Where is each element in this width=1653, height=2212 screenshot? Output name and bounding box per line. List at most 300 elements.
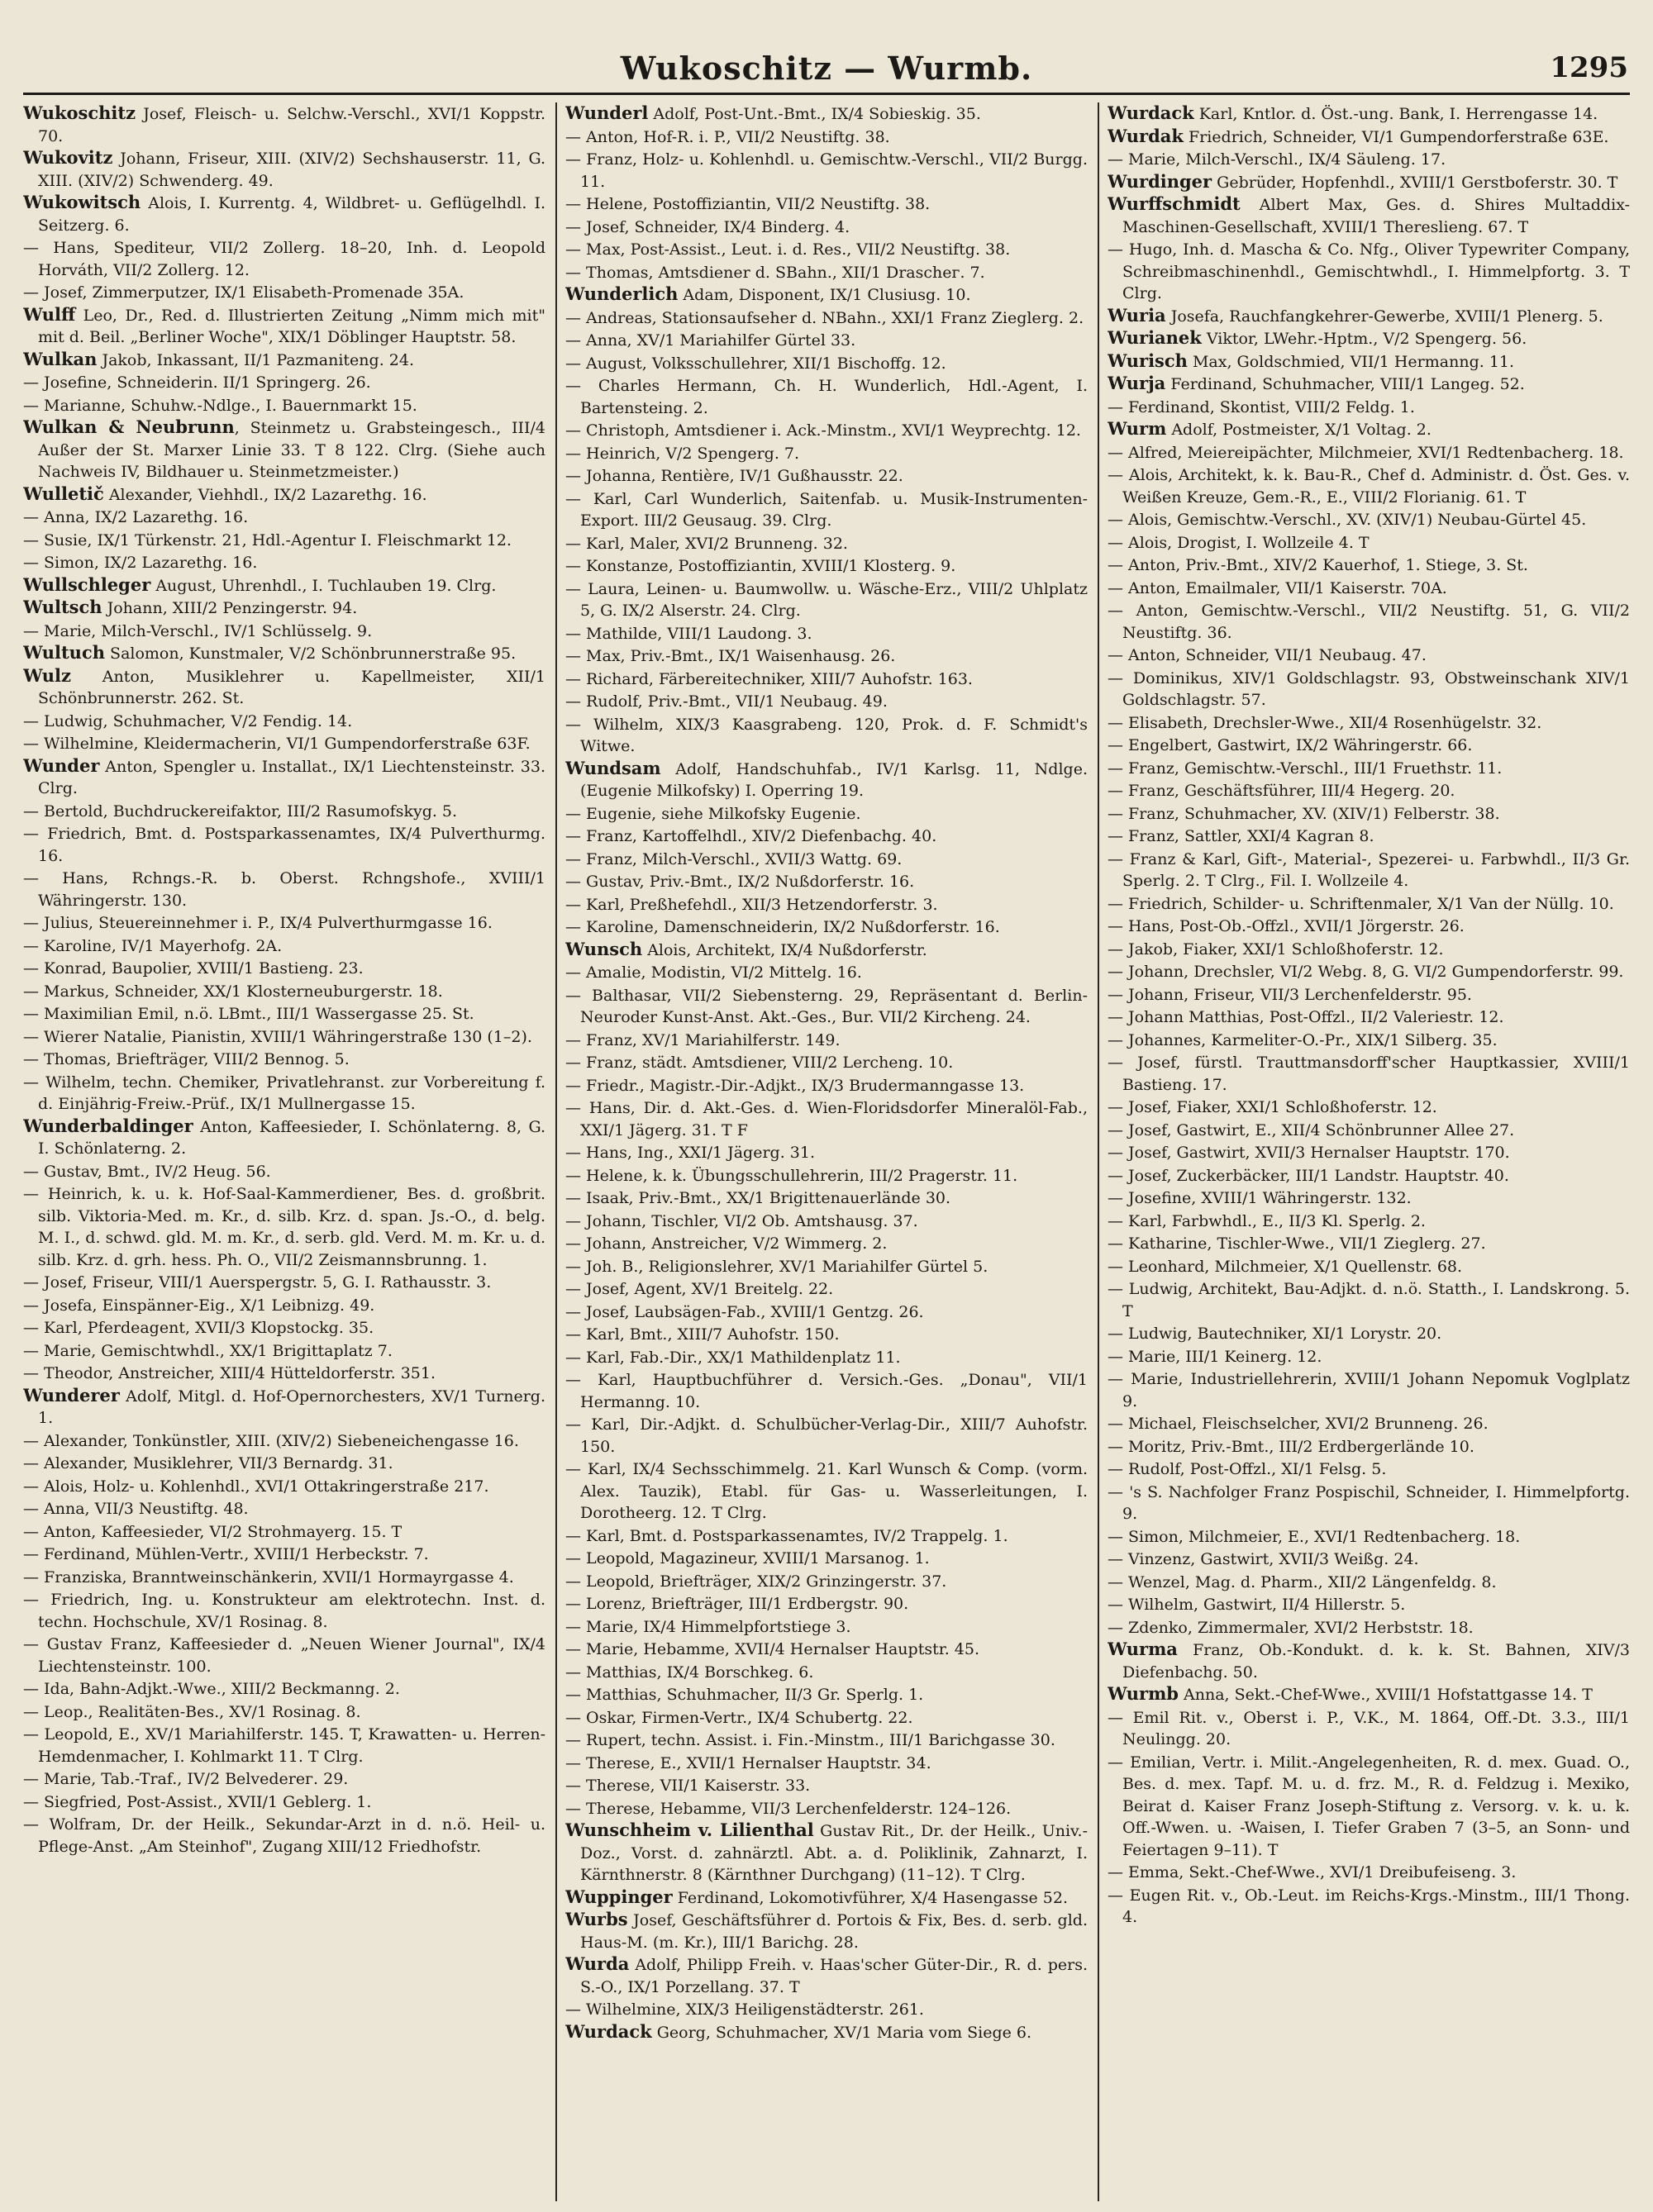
directory-entry <box>1108 148 1630 171</box>
entry-details: Adolf, Mitgl. d. Hof-Opernorchesters, XV/1 Turnerg. 1. <box>38 1387 545 1427</box>
entry-details: — Ferdinand, Mühlen-Vertr., XVIII/1 Herbeckstr. 7. <box>23 1545 429 1563</box>
entry-details: Albert Max, Ges. d. Shires Multaddix-Maschinen-Gesellschaft, XVIII/1 Thereslieng. 67. T <box>1122 196 1630 236</box>
directory-entry <box>565 148 1088 193</box>
entry-details: — Johanna, Rentière, IV/1 Gußhausstr. 22. <box>565 467 903 485</box>
directory-entry <box>1108 667 1630 711</box>
entry-details: — Simon, IX/2 Lazarethg. 16. <box>23 554 258 572</box>
directory-entry <box>565 1346 1088 1369</box>
entry-details: — Karl, Preßhefehdl., XII/3 Hetzendorferstr. 3. <box>565 895 938 914</box>
entry-details: Adolf, Post-Unt.-Bmt., IX/4 Sobieskig. 35. <box>648 105 981 123</box>
directory-entry <box>565 1797 1088 1820</box>
directory-entry <box>1108 599 1630 644</box>
entry-details: — Franz, Schuhmacher, XV. (XIV/1) Felberstr. 38. <box>1108 804 1500 823</box>
directory-entry <box>1108 892 1630 916</box>
entry-details: — Moritz, Priv.-Bmt., III/2 Erdbergerlände 10. <box>1108 1437 1474 1456</box>
entry-details: — Ludwig, Schuhmacher, V/2 Fendig. 14. <box>23 711 353 730</box>
entry-details: — Elisabeth, Drechsler-Wwe., XII/4 Rosenhügelstr. 32. <box>1108 713 1542 732</box>
directory-entry <box>1108 1639 1630 1683</box>
entry-details: Anton, Musiklehrer u. Kapellmeister, XII/1 Schönbrunnerstr. 262. St. <box>38 667 545 707</box>
directory-entry <box>565 488 1088 532</box>
entry-details: Adam, Disponent, IX/1 Clusiusg. 10. <box>678 286 971 304</box>
directory-entry <box>565 848 1088 871</box>
directory-entry <box>1108 1458 1630 1481</box>
directory-entry <box>565 870 1088 893</box>
directory-entry <box>1108 1412 1630 1435</box>
entry-details: Leo, Dr., Red. d. Illustrierten Zeitung „Nimm mich mit" mit d. Beil. „Berliner Woche", XIX/1 Döblinger Hauptstr. 58. <box>38 306 545 346</box>
entry-details: — Karl, Pferdeagent, XVII/3 Klopstockg. 35. <box>23 1319 374 1337</box>
entry-details: — Wilhelmine, XIX/3 Heiligenstädterstr. 261. <box>565 2000 924 2019</box>
entry-details: — Wilhelm, Gastwirt, II/4 Hillerstr. 5. <box>1108 1596 1406 1614</box>
entry-details: — Hans, Ing., XXI/1 Jägerg. 31. <box>565 1144 816 1162</box>
entry-details: — Josef, Fiaker, XXI/1 Schloßhoferstr. 12. <box>1108 1098 1437 1116</box>
directory-entry <box>23 665 545 710</box>
entry-details: — Marie, Industriellehrerin, XVIII/1 Johann Nepomuk Voglplatz 9. <box>1108 1370 1630 1410</box>
entry-details: — Laura, Leinen- u. Baumwollw. u. Wäsche-Erz., VIII/2 Uhlplatz 5, G. IX/2 Alserstr. 24. Clrg. <box>565 579 1088 620</box>
entry-details: — Franz, XV/1 Mariahilferstr. 149. <box>565 1030 841 1049</box>
entry-surname: Wulkan <box>23 348 98 369</box>
column-3 <box>1108 102 1630 2201</box>
entry-details: — Karl, Dir.-Adjkt. d. Schulbücher-Verlag-Dir., XIII/7 Auhofstr. 150. <box>565 1415 1088 1456</box>
entry-details: — Dominikus, XIV/1 Goldschlagstr. 93, Obstweinschank XIV/1 Goldschlagstr. 57. <box>1108 668 1630 709</box>
directory-entry <box>1108 825 1630 848</box>
directory-entry <box>23 371 545 394</box>
directory-entry <box>1108 915 1630 938</box>
entry-details: Jakob, Inkassant, II/1 Pazmaniteng. 24. <box>97 350 414 369</box>
entry-details: — Marianne, Schuhw.-Ndlge., I. Bauernmarkt 15. <box>23 396 417 415</box>
directory-entry <box>565 578 1088 622</box>
entry-details: — Franziska, Branntweinschänkerin, XVII/1 Hormayrgasse 4. <box>23 1567 514 1586</box>
directory-entry <box>565 893 1088 916</box>
entry-details: — Michael, Fleischselcher, XVI/2 Brunneng. 26. <box>1108 1415 1489 1433</box>
directory-entry <box>1108 350 1630 373</box>
directory-entry <box>1108 464 1630 508</box>
entry-surname: Wurmb <box>1108 1683 1179 1704</box>
entry-details: — Leonhard, Milchmeier, X/1 Quellenstr. 68. <box>1108 1257 1463 1276</box>
entry-details: Gebrüder, Hopfenhdl., XVIII/1 Gerstboferstr. 30. T <box>1212 173 1618 192</box>
directory-entry <box>565 261 1088 284</box>
directory-entry <box>23 1294 545 1317</box>
entry-details: — Wilhelm, XIX/3 Kaasgrabeng. 120, Prok. d. F. Schmidt's Witwe. <box>565 715 1088 755</box>
directory-entry <box>23 394 545 417</box>
directory-entry <box>565 758 1088 802</box>
entry-details: — Oskar, Firmen-Vertr., IX/4 Schubertg. 22. <box>565 1708 913 1727</box>
entry-details: — Jakob, Fiaker, XXI/1 Schloßhoferstr. 12. <box>1108 940 1444 959</box>
directory-entry <box>23 867 545 911</box>
entry-details: — Franz, Sattler, XXI/4 Kagran 8. <box>1108 827 1374 845</box>
directory-entry <box>23 1723 545 1767</box>
entry-details: — Friedrich, Bmt. d. Postsparkassenamtes, IX/4 Pulverthurmg. 16. <box>23 825 545 865</box>
directory-entry <box>565 939 1088 962</box>
directory-entry <box>565 1909 1088 1953</box>
directory-entry <box>565 1301 1088 1324</box>
entry-surname: Wurbs <box>565 1909 628 1929</box>
directory-entry <box>23 980 545 1003</box>
directory-entry <box>1108 1119 1630 1142</box>
directory-entry <box>565 645 1088 668</box>
directory-entry <box>23 1452 545 1475</box>
entry-surname: Wunderbaldinger <box>23 1115 193 1136</box>
entry-details: Salomon, Kunstmaler, V/2 Schönbrunnerstraße 95. <box>105 645 517 663</box>
directory-entry <box>1108 1164 1630 1187</box>
entry-details: Johann, XIII/2 Penzingerstr. 94. <box>102 599 358 617</box>
entry-details: — Alois, Drogist, I. Wollzeile 4. T <box>1108 533 1370 552</box>
directory-entry <box>1108 126 1630 149</box>
entry-details: — Anton, Priv.-Bmt., XIV/2 Kauerhof, 1. Stiege, 3. St. <box>1108 556 1528 574</box>
entry-details: Georg, Schuhmacher, XV/1 Maria vom Siege 6. <box>651 2023 1032 2042</box>
directory-entry <box>1108 238 1630 305</box>
directory-entry <box>23 1497 545 1520</box>
entry-details: — Johannes, Karmeliter-O.-Pr., XIX/1 Silberg. 35. <box>1108 1030 1498 1049</box>
entry-details: — Franz, Geschäftsführer, III/4 Hegerg. 20. <box>1108 782 1455 800</box>
entry-details: — Heinrich, V/2 Spengerg. 7. <box>565 444 800 463</box>
entry-details: — Konrad, Baupolier, XVIII/1 Bastieng. 23. <box>23 959 364 978</box>
entry-details: — Karoline, Damenschneiderin, IX/2 Nußdorferstr. 16. <box>565 918 1000 936</box>
directory-entry <box>23 1813 545 1858</box>
directory-entry <box>23 1520 545 1544</box>
directory-entry <box>565 1413 1088 1458</box>
directory-entry <box>565 825 1088 848</box>
entry-details: — Mathilde, VIII/1 Laudong. 3. <box>565 624 812 643</box>
entry-details: — Konstanze, Postoffiziantin, XVIII/1 Klosterg. 9. <box>565 557 956 575</box>
directory-entry <box>565 442 1088 465</box>
entry-details: — Max, Priv.-Bmt., IX/1 Waisenhausg. 26. <box>565 647 896 665</box>
entry-details: — Leop., Realitäten-Bes., XV/1 Rosinag. 8. <box>23 1702 361 1721</box>
directory-entry <box>565 216 1088 239</box>
entry-surname: Wurm <box>1108 418 1167 439</box>
entry-details: — Therese, E., XVII/1 Hernalser Hauptstr. 34. <box>565 1753 931 1772</box>
directory-entry <box>565 1368 1088 1413</box>
directory-entry <box>1108 1232 1630 1255</box>
entry-details: — Rupert, techn. Assist. i. Fin.-Minstm., III/1 Barichgasse 30. <box>565 1731 1055 1749</box>
entry-details: — Hans, Dir. d. Akt.-Ges. d. Wien-Floridsdorfer Mineralöl-Fab., XXI/1 Jägerg. 31. T F <box>565 1099 1088 1139</box>
entry-details: Gustav Rit., Dr. der Heilk., Univ.-Doz., Vorst. d. zahnärztl. Abt. a. d. Poliklinik, Zahnarzt, I. Kärnthnerstr. 8 (Kärnthner Durchgang) (11–12). T Clrg. <box>580 1822 1088 1884</box>
entry-details: — Karl, Carl Wunderlich, Saitenfab. u. Musik-Instrumenten-Export. III/2 Geusaug. 39. Clrg. <box>565 489 1088 530</box>
directory-entry <box>23 800 545 823</box>
entry-details: — Gustav, Bmt., IV/2 Heug. 56. <box>23 1162 271 1181</box>
entry-details: Adolf, Handschuhfab., IV/1 Karlsg. 11, Ndlge. (Eugenie Milkofsky) I. Operring 19. <box>580 759 1088 800</box>
directory-entry <box>1108 1029 1630 1052</box>
directory-entry <box>565 1547 1088 1570</box>
directory-entry <box>23 710 545 733</box>
directory-entry <box>23 957 545 980</box>
directory-entry <box>1108 577 1630 600</box>
directory-entry <box>23 1025 545 1049</box>
entry-details: — Karl, Bmt. d. Postsparkassenamtes, IV/2 Trappelg. 1. <box>565 1526 1008 1545</box>
entry-details: — Christoph, Amtsdiener i. Ack.-Minstm., XVI/1 Weyprechtg. 12. <box>565 421 1081 440</box>
directory-entry <box>23 1543 545 1566</box>
directory-entry <box>23 574 545 597</box>
directory-entry <box>1108 1525 1630 1548</box>
directory-entry <box>565 1661 1088 1684</box>
entry-details: — Karl, Bmt., XIII/7 Auhofstr. 150. <box>565 1325 840 1344</box>
entry-details: — Amalie, Modistin, VI/2 Mittelg. 16. <box>565 963 862 982</box>
entry-details: — Leopold, E., XV/1 Mariahilferstr. 145. T, Krawatten- u. Herren-Hemdenmacher, I. Kohlmarkt 11. T Clrg. <box>23 1725 545 1766</box>
entry-surname: Wurma <box>1108 1639 1178 1659</box>
directory-entry <box>565 329 1088 352</box>
directory-entry <box>1108 554 1630 577</box>
column-1 <box>23 102 545 2201</box>
directory-entry <box>23 1588 545 1633</box>
entry-surname: Wulz <box>23 664 71 686</box>
header-rule <box>23 93 1630 95</box>
directory-entry <box>1108 1548 1630 1571</box>
directory-entry <box>23 281 545 304</box>
directory-entry <box>23 483 545 507</box>
entry-details: — Josef, Gastwirt, E., XII/4 Schönbrunner Allee 27. <box>1108 1120 1515 1139</box>
entry-details: — Gustav, Priv.-Bmt., IX/2 Nußdorferstr. 16. <box>565 873 915 891</box>
directory-entry <box>565 1096 1088 1141</box>
entry-details: — Thomas, Briefträger, VIII/2 Bennog. 5. <box>23 1050 350 1068</box>
entry-details: — Joh. B., Religionslehrer, XV/1 Mariahilfer Gürtel 5. <box>565 1257 988 1276</box>
entry-details: — Alois, Gemischtw.-Verschl., XV. (XIV/1) Neubau-Gürtel 45. <box>1108 511 1587 529</box>
entry-details: — Emil Rit. v., Oberst i. P., V.K., M. 1864, Off.-Dt. 3.3., III/1 Neulingg. 20. <box>1108 1708 1630 1748</box>
entry-details: — Marie, Tab.-Traf., IV/2 Belvederег. 29. <box>23 1770 349 1788</box>
entry-details: — Anton, Gemischtw.-Verschl., VII/2 Neustiftg. 51, G. VII/2 Neustiftg. 36. <box>1108 602 1630 642</box>
entry-details: — Leopold, Briefträger, XIX/2 Grinzingerstr. 37. <box>565 1572 947 1591</box>
entry-details: — Karoline, IV/1 Mayerhofg. 2A. <box>23 936 283 955</box>
entry-details: — Therese, Hebamme, VII/3 Lerchenfelderstr. 124–126. <box>565 1799 1012 1818</box>
directory-entry <box>565 1187 1088 1210</box>
column-2 <box>565 102 1088 2201</box>
directory-entry <box>565 1638 1088 1661</box>
entry-details: — Karl, IX/4 Sechsschimmelg. 21. Karl Wunsch & Comp. (vorm. Alex. Tauzik), Etabl. für Gas- u. Wasserleitungen, I. Dorotheerg. 12. T Clrg. <box>565 1460 1088 1522</box>
entry-surname: Wurisch <box>1108 350 1188 371</box>
directory-entry <box>23 1791 545 1814</box>
directory-entry <box>565 1210 1088 1233</box>
directory-entry <box>565 1592 1088 1615</box>
entry-details: — Johann, Anstreicher, V/2 Wimmerg. 2. <box>565 1234 888 1253</box>
entry-details: — Gustav Franz, Kaffeesieder d. „Neuen Wiener Journal", IX/4 Liechtensteinstr. 100. <box>23 1635 545 1676</box>
entry-details: — Ludwig, Bautechniker, XI/1 Lorystr. 20. <box>1108 1325 1442 1343</box>
entry-surname: Wunschheim v. Lilienthal <box>565 1820 814 1840</box>
entry-details: — Heinrich, k. u. k. Hof-Saal-Kammerdiener, Bes. d. großbrit. silb. Viktoria-Med. m. Kr., d. silb. Krz. d. span. Js.-O., d. belg. M. I., d. schwd. gld. M. m. Kr., d. serb. gld. Verd. M. m. Kr. u. d. silb. Krz. d. grh. hess. Ph. O., VII/2 Zeismannsbrunng. 1. <box>23 1185 545 1269</box>
directory-entry <box>23 102 545 147</box>
directory-entry <box>1108 1861 1630 1884</box>
column-divider <box>555 102 557 2201</box>
directory-entry <box>565 961 1088 984</box>
entry-details: Karl, Kntlor. d. Öst.-ung. Bank, I. Herrengasse 14. <box>1193 105 1598 123</box>
directory-entry <box>23 304 545 349</box>
directory-entry <box>1108 1096 1630 1119</box>
directory-entry <box>23 1160 545 1183</box>
entry-details: — Karl, Hauptbuchführer d. Versich.-Ges. „Donau", VII/1 Hermanng. 10. <box>565 1371 1088 1411</box>
entry-surname: Wurdinger <box>1108 170 1212 192</box>
entry-details: — Josef, Zuckerbäcker, III/1 Landstr. Hauptstr. 40. <box>1108 1166 1509 1185</box>
directory-entry <box>565 916 1088 939</box>
entry-surname: Wukoschitz <box>23 102 136 123</box>
directory-entry <box>1108 102 1630 126</box>
entry-details: — Anton, Kaffeesieder, VI/2 Strohmayerg. 15. T <box>23 1522 403 1541</box>
directory-entry <box>1108 1322 1630 1345</box>
directory-entry <box>1108 644 1630 667</box>
entry-surname: Wunsch <box>565 938 643 959</box>
entry-details: — Ferdinand, Skontist, VIII/2 Feldg. 1. <box>1108 397 1415 416</box>
entry-surname: Wultsch <box>23 597 102 617</box>
directory-entry <box>565 238 1088 261</box>
directory-entry <box>23 192 545 236</box>
directory-entry <box>565 554 1088 578</box>
entry-surname: Wuppinger <box>565 1886 673 1907</box>
entry-surname: Wunderlich <box>565 283 679 304</box>
entry-details: August, Uhrenhdl., I. Tuchlauben 19. Clrg. <box>150 576 497 595</box>
entry-details: — Bertold, Buchdruckereifaktor, III/2 Rasumofskyg. 5. <box>23 802 458 821</box>
entry-details: — Johann, Friseur, VII/3 Lerchenfelderstr. 95. <box>1108 985 1472 1004</box>
entry-details: Ferdinand, Schuhmacher, VIII/1 Langeg. 52. <box>1165 375 1525 393</box>
entry-details: — Markus, Schneider, XX/1 Klosterneuburgerstr. 18. <box>23 982 443 1001</box>
entry-details: — Simon, Milchmeier, E., XVI/1 Redtenbacherg. 18. <box>1108 1527 1521 1546</box>
entry-details: — Hugo, Inh. d. Mascha & Co. Nfg., Oliver Typewriter Company, Schreibmaschinenhdl., Gemischtwhdl., I. Himmelpfortg. 3. T Clrg. <box>1108 240 1630 302</box>
column-divider <box>1098 102 1099 2201</box>
entry-details: — Engelbert, Gastwirt, IX/2 Währingerstr. 66. <box>1108 736 1473 754</box>
directory-entry <box>565 1458 1088 1525</box>
entry-details: — Marie, Milch-Verschl., IV/1 Schlüsselg. 9. <box>23 621 373 640</box>
entry-surname: Wurianek <box>1108 327 1202 348</box>
directory-entry <box>23 1677 545 1701</box>
directory-entry <box>565 1729 1088 1752</box>
directory-entry <box>565 1074 1088 1097</box>
directory-entry <box>1108 441 1630 464</box>
directory-entry <box>1108 960 1630 983</box>
directory-entry <box>1108 1683 1630 1706</box>
directory-entry <box>1108 1277 1630 1322</box>
directory-entry <box>1108 757 1630 780</box>
entry-details: — Josefine, Schneiderin. II/1 Springerg. 26. <box>23 373 371 392</box>
entry-details: — Wilhelmine, Kleidermacherin, VI/1 Gumpendorferstraße 63F. <box>23 735 531 753</box>
entry-details: — Josef, Schneider, IX/4 Binderg. 4. <box>565 217 850 236</box>
directory-entry <box>23 349 545 372</box>
directory-entry <box>1108 1345 1630 1368</box>
entry-details: — Lorenz, Briefträger, III/1 Erdbergstr. 90. <box>565 1595 909 1613</box>
entry-details: — Friedrich, Schilder- u. Schriftenmaler, X/1 Van der Nüllg. 10. <box>1108 894 1614 913</box>
directory-entry <box>565 419 1088 442</box>
entry-details: — Josef, Laubsägen-Fab., XVIII/1 Gentzg. 26. <box>565 1302 924 1321</box>
directory-entry <box>565 2021 1088 2044</box>
entry-surname: Wulletič <box>23 483 104 504</box>
entry-details: — Alfred, Meiereipächter, Milchmeier, XVI/1 Redtenbacherg. 18. <box>1108 443 1624 462</box>
directory-entry <box>565 1886 1088 1910</box>
entry-surname: Wukowitsch <box>23 192 141 212</box>
directory-entry <box>1108 1255 1630 1278</box>
directory-entry <box>1108 1593 1630 1616</box>
entry-details: — Josef, Gastwirt, XVII/3 Hernalser Hauptstr. 170. <box>1108 1144 1510 1162</box>
entry-details: — Josefa, Einspänner-Eig., X/1 Leibnizg. 49. <box>23 1296 375 1315</box>
directory-entry <box>1108 1435 1630 1458</box>
directory-entry <box>565 1141 1088 1164</box>
directory-entry <box>565 193 1088 216</box>
directory-entry <box>565 1277 1088 1301</box>
entry-details: — Helene, k. k. Übungsschullehrerin, III/2 Pragerstr. 11. <box>565 1166 1018 1185</box>
entry-details: Friedrich, Schneider, VI/1 Gumpendorferstraße 63E. <box>1183 127 1609 146</box>
directory-entry <box>23 1182 545 1271</box>
entry-surname: Wurdack <box>565 2020 652 2042</box>
entry-surname: Wullschleger <box>23 573 151 595</box>
entry-details: — Katharine, Tischler-Wwe., VII/1 Zieglerg. 27. <box>1108 1234 1486 1253</box>
entry-details: — August, Volksschullehrer, XII/1 Bischoffg. 12. <box>565 354 946 373</box>
directory-entry <box>565 1820 1088 1886</box>
entry-details: — Karl, Maler, XVI/2 Brunneng. 32. <box>565 534 848 553</box>
entry-details: — Anton, Emailmaler, VII/1 Kaiserstr. 70A. <box>1108 578 1447 597</box>
entry-details: Josef, Fleisch- u. Selchw.-Verschl., XVI/1 Koppstr. 70. <box>38 105 545 145</box>
entry-details: — Rudolf, Post-Offzl., XI/1 Felsg. 5. <box>1108 1460 1387 1478</box>
directory-entry <box>23 1475 545 1498</box>
directory-entry <box>565 1164 1088 1187</box>
directory-entry <box>23 1339 545 1363</box>
running-title: Wukoschitz — Wurmb. <box>620 50 1033 87</box>
entry-details: — Matthias, Schuhmacher, II/3 Gr. Sperlg. 1. <box>565 1686 924 1704</box>
directory-entry <box>1108 1368 1630 1412</box>
directory-entry <box>1108 396 1630 419</box>
directory-entry <box>1108 1051 1630 1096</box>
directory-entry <box>1108 1210 1630 1233</box>
directory-entry <box>23 935 545 958</box>
entry-details: — Marie, Gemischtwhdl., XX/1 Brigittaplatz 7. <box>23 1341 393 1360</box>
directory-entry <box>1108 779 1630 802</box>
entry-surname: Wuria <box>1108 304 1166 326</box>
entry-details: Adolf, Postmeister, X/1 Voltag. 2. <box>1166 421 1431 439</box>
entry-details: Viktor, LWehr.-Hptm., V/2 Spengerg. 56. <box>1201 330 1527 348</box>
directory-entry <box>1108 983 1630 1006</box>
entry-details: — Franz, städt. Amtsdiener, VIII/2 Lercheng. 10. <box>565 1054 954 1072</box>
directory-entry <box>1108 418 1630 441</box>
entry-details: — Marie, III/1 Keinerg. 12. <box>1108 1347 1322 1366</box>
directory-entry <box>23 822 545 867</box>
directory-entry <box>565 713 1088 758</box>
entry-details: — Zdenko, Zimmermaler, XVI/2 Herbststr. 18. <box>1108 1618 1474 1637</box>
entry-details: Johann, Friseur, XIII. (XIV/2) Sechshauserstr. 11, G. XIII. (XIV/2) Schwenderg. 49. <box>38 150 545 190</box>
directory-entry <box>565 1051 1088 1074</box>
directory-entry <box>565 126 1088 149</box>
directory-entry <box>1108 508 1630 531</box>
page-number: 1295 <box>1550 51 1628 84</box>
entry-details: Anton, Kaffeesieder, I. Schönlaterng. 8, G. I. Schönlaterng. 2. <box>38 1117 545 1158</box>
directory-entry <box>23 1048 545 1071</box>
entry-details: — Thomas, Amtsdiener d. SBahn., XII/1 Draschег. 7. <box>565 263 985 282</box>
directory-entry <box>565 374 1088 419</box>
entry-details: — Andreas, Stationsaufseher d. NBahn., XXI/1 Franz Zieglerg. 2. <box>565 308 1084 327</box>
entry-details: , Steinmetz u. Grabsteingesch., III/4 Außer der St. Marxer Linie 33. T 8 122. Clrg. (Siehe auch Nachweis IV, Bildhauer u. Steinmetzmeister.) <box>38 419 545 481</box>
entry-details: — Max, Post-Assist., Leut. i. d. Res., VII/2 Neustiftg. 38. <box>565 240 1011 259</box>
directory-entry <box>565 1232 1088 1255</box>
directory-entry <box>1108 1884 1630 1929</box>
entry-details: — Franz & Karl, Gift-, Material-, Spezerei- u. Farbwhdl., II/3 Gr. Sperlg. 2. T Clrg., Fil. I. Wollzeile 4. <box>1108 849 1630 890</box>
entry-details: — Josef, Friseur, VIII/1 Auerspergstr. 5, G. I. Rathausstr. 3. <box>23 1273 492 1292</box>
entry-details: — Alois, Architekt, k. k. Bau-R., Chef d. Administr. d. Öst. Ges. v. Weißen Kreuze, Gem.-R., E., VIII/2 Florianig. 61. T <box>1108 466 1630 507</box>
directory-entry <box>23 597 545 620</box>
directory-entry <box>23 1116 545 1160</box>
directory-entry <box>565 1323 1088 1346</box>
directory-entry <box>565 102 1088 126</box>
directory-entry <box>1108 848 1630 892</box>
entry-surname: Wunder <box>23 754 100 776</box>
entry-details: — Anna, IX/2 Lazarethg. 16. <box>23 508 249 526</box>
entry-surname: Wurja <box>1108 373 1166 393</box>
entry-details: — Julius, Steuereinnehmer i. P., IX/4 Pulverthurmgasse 16. <box>23 914 493 932</box>
directory-entry <box>565 1953 1088 1998</box>
directory-entry <box>1108 305 1630 328</box>
entry-details: — Alexander, Musiklehrer, VII/3 Bernardg. 31. <box>23 1454 393 1472</box>
directory-entry <box>1108 1481 1630 1525</box>
directory-entry <box>565 1029 1088 1052</box>
directory-entry <box>23 755 545 800</box>
directory-entry <box>23 1071 545 1116</box>
directory-entry <box>23 1385 545 1429</box>
directory-entry <box>23 911 545 935</box>
entry-details: — Friedr., Magistr.-Dir.-Adjkt., IX/3 Brudermanngasse 13. <box>565 1076 1025 1095</box>
entry-details: Josefa, Rauchfangkehrer-Gewerbe, XVIII/1 Plenerg. 5. <box>1165 307 1603 326</box>
entry-details: — Therese, VII/1 Kaiserstr. 33. <box>565 1777 811 1795</box>
directory-entry <box>565 1998 1088 2021</box>
directory-entry <box>1108 734 1630 757</box>
